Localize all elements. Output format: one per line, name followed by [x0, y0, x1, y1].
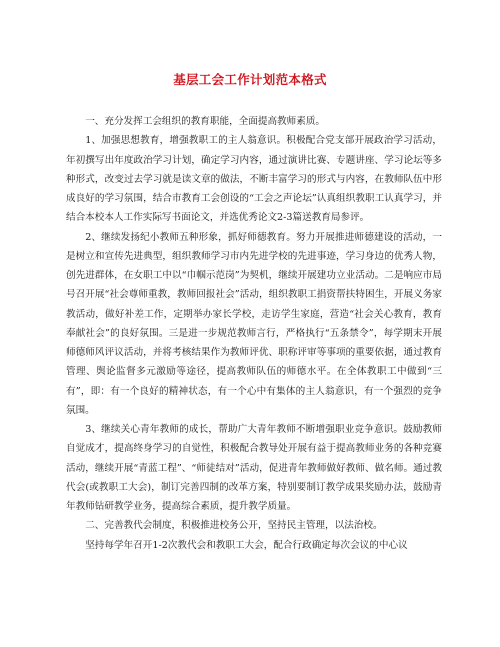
section-heading-2: 二、完善教代会制度，积极推进校务公开，坚持民主管理，以法治校。	[85, 520, 383, 532]
section-heading-1: 一、充分发挥工会组织的教育职能，全面提高教师素质。	[85, 116, 326, 127]
document-body	[66, 112, 442, 555]
document-title: 基层工会工作计划范本格式	[173, 72, 327, 87]
paragraph-3: 3、继续关心青年教师的成长，帮助广大青年教师不断增强职业竞争意识。鼓励教师自觉成才，提高终身学习的自觉性，积极配合教导处开展有益于提高教师业务的各种竞赛活动，继续开展“青蓝工程”、“师徒结对”活动，促进青年教师做好教师、做名师。通过教代会(或教职工大会)，制订完善四制的改革方案，特别要制订教学成果奖励办法，鼓励青年教师钻研教学业务，提高综合素质，提升教学质量。	[66, 424, 442, 512]
paragraph-2: 2、继续发扬纪小教师五种形象，抓好师德教育。努力开展推进师德建设的活动，一是树立和宣传先进典型，组织教师学习市内先进学校的先进事迹，学习身边的优秀人物，创先进群体，在女职工中以“巾帼示范岗”为契机，继续开展建功立业活动。二是响应市局号召开展“社会尊师重教，教师回报社会”活动，组织教职工捐资帮扶特困生，开展义务家教活动，做好补差工作，定期举办家长学校，走访学生家庭，营造“社会关心教育，教育奉献社会”的良好氛围。三是进一步规范教师言行，严格执行“五条禁令”，每学期末开展师德师风评议活动，并将考核结果作为教师评优、职称评审等事项的重要依据，通过教育管理、舆论监督多元激励等途径，提高教师队伍的师德水平。在全体教职工中做到“三有”，即：有一个良好的精神状态，有一个心中有集体的主人翁意识，有一个强烈的竞争氛围。	[66, 231, 442, 416]
paragraph-4: 坚持每学年召开1-2次教代会和教职工大会，配合行政确定每次会议的中心议	[85, 539, 408, 551]
paragraph-1: 1、加强思想教育，增强教职工的主人翁意识。积极配合党支部开展政治学习活动，年初撰写出年度政治学习计划，确定学习内容，通过演讲比赛、专题讲座、学习论坛等多种形式，改变过去学习就是读文章的做法，不断丰富学习的形式与内容，在教师队伍中形成良好的学习氛围，结合市教育工会创设的“工会之声论坛”认真组织教职工认真学习，并结合本校本人工作实际写书面论文，并选优秀论文2-3篇送教育局参评。	[66, 135, 442, 224]
